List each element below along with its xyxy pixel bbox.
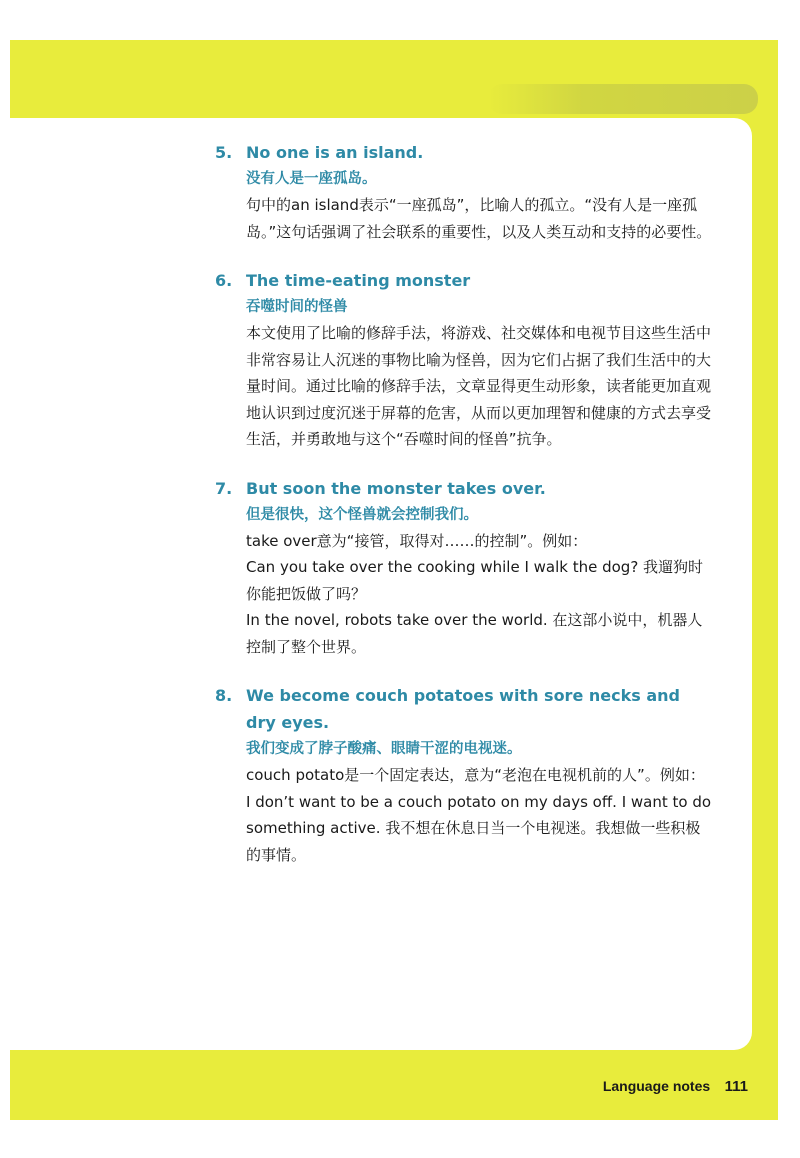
note-item <box>215 475 715 661</box>
note-body <box>246 294 715 453</box>
note-heading <box>215 267 715 294</box>
note-translation: 没有人是一座孤岛。 <box>246 171 377 187</box>
note-example: In the novel, robots take over the world. 在这部小说中，机器人控制了整个世界。 <box>246 611 703 656</box>
note-translation: 吞噬时间的怪兽 <box>246 299 348 315</box>
note-number: 7. <box>215 478 233 498</box>
note-item <box>215 682 715 868</box>
note-number: 6. <box>215 271 233 290</box>
note-heading <box>215 139 715 166</box>
note-title: The time-eating monster <box>246 271 471 290</box>
note-item <box>215 267 715 453</box>
note-title: But soon the monster takes over. <box>246 478 546 498</box>
note-heading <box>215 682 715 736</box>
faded-section-banner <box>488 84 758 114</box>
note-paragraph: 本文使用了比喻的修辞手法，将游戏、社交媒体和电视节目这些生活中非常容易让人沉迷的事物比喻为怪兽，因为它们占据了我们生活中的大量时间。通过比喻的修辞手法，文章显得更生动形象，读者能更加直观地认识到过度沉迷于屏幕的危害，从而以更加理智和健康的方式去享受生活，并勇敢地与这个“吞噬时间的怪兽”抗争。 <box>246 324 712 448</box>
note-number: 5. <box>215 143 233 162</box>
note-number: 8. <box>215 686 233 705</box>
note-example: Can you take over the cooking while I walk the dog? 我遛狗时你能把饭做了吗？ <box>246 558 704 603</box>
note-translation: 但是很快，这个怪兽就会控制我们。 <box>246 506 478 523</box>
note-body <box>246 736 715 868</box>
note-example: I don’t want to be a couch potato on my days off. I want to do something active. 我不想在休息日当一个电视迷。我想做一些积极的事情。 <box>246 792 712 864</box>
note-translation: 我们变成了脖子酸痛、眼睛干涩的电视迷。 <box>246 741 522 757</box>
page-number: 111 <box>724 1078 748 1095</box>
language-notes-content <box>215 139 715 890</box>
note-item <box>215 139 715 245</box>
note-paragraph: couch potato是一个固定表达，意为“老泡在电视机前的人”。例如： <box>246 766 705 784</box>
note-body <box>246 502 715 661</box>
note-title: No one is an island. <box>246 143 424 162</box>
note-heading <box>215 475 715 502</box>
note-body <box>246 166 715 245</box>
note-title: We become couch potatoes with sore necks and dry eyes. <box>246 686 680 732</box>
page-footer <box>603 1078 748 1096</box>
note-paragraph: 句中的an island表示“一座孤岛”，比喻人的孤立。“没有人是一座孤岛。”这句话强调了社会联系的重要性，以及人类互动和支持的必要性。 <box>246 196 712 241</box>
section-label: Language notes <box>602 1078 711 1094</box>
note-paragraph: take over意为“接管，取得对……的控制”。例如： <box>246 531 588 550</box>
